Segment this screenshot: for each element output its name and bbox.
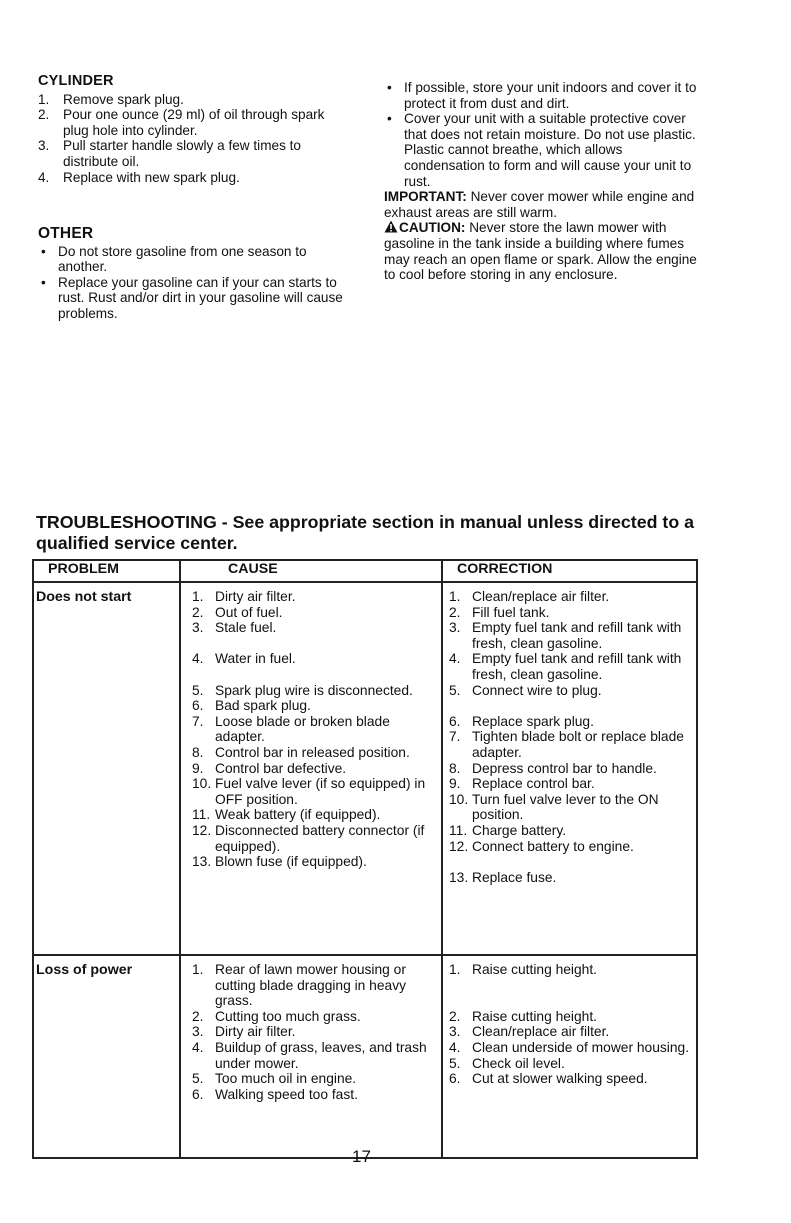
important-note: IMPORTANT: Never cover mower while engine and exhaust areas are still warm.	[384, 189, 695, 220]
list-item: 1. Rear of lawn mower housing or cutting blade dragging in heavy grass.	[192, 962, 406, 1009]
list-item: 10. Fuel valve lever (if so equipped) in OFF position.	[192, 776, 426, 807]
storage-notes	[384, 80, 702, 283]
list-item: 1. Remove spark plug.	[38, 91, 184, 107]
list-item: 11. Charge battery.	[449, 822, 567, 838]
other-section	[38, 226, 348, 322]
problem-label: Does not start	[36, 589, 132, 605]
list-item: • If possible, store your unit indoors and cover it to protect it from dust and dirt.	[387, 80, 697, 111]
header-cause: CAUSE	[228, 561, 278, 577]
list-item: 5. Connect wire to plug.	[449, 682, 602, 698]
caution-label: CAUTION:	[399, 220, 466, 236]
table-row	[36, 589, 176, 606]
list-item: 3. Pull starter handle slowly a few times to distribute oil.	[38, 138, 301, 169]
bullet-icon: •	[41, 274, 46, 290]
list-item: 10. Turn fuel valve lever to the ON position.	[449, 791, 659, 823]
problem-label: Loss of power	[36, 962, 133, 978]
header-problem: PROBLEM	[48, 561, 119, 577]
list-item: 9. Control bar defective.	[192, 760, 347, 776]
list-item: 12. Disconnected battery connector (if equipped).	[192, 822, 425, 854]
list-item: 1. Raise cutting height.	[449, 962, 598, 977]
cylinder-section	[38, 74, 348, 185]
list-item: 4. Empty fuel tank and refill tank with fresh, clean gasoline.	[449, 651, 682, 682]
bullet-icon: •	[41, 243, 46, 259]
list-item: 5. Too much oil in engine.	[192, 1071, 357, 1087]
list-item: 7. Loose blade or broken blade adapter.	[192, 713, 390, 745]
list-item: 8. Depress control bar to handle.	[449, 760, 657, 776]
list-item: 5. Check oil level.	[449, 1055, 565, 1071]
table-border	[32, 559, 34, 1159]
cause-list	[192, 589, 438, 870]
list-item: 9. Replace control bar.	[449, 776, 595, 792]
other-bullets	[38, 244, 348, 322]
list-item: 3. Dirty air filter.	[192, 1024, 296, 1040]
list-item: 2. Out of fuel.	[192, 604, 283, 620]
cause-list	[192, 962, 438, 1102]
list-item: 6. Bad spark plug.	[192, 698, 311, 714]
list-item: • Cover your unit with a suitable protective cover that does not retain moisture. Do not use plastic. Plastic cannot breathe, which allows condensation to form and will cause your unit to rust.	[387, 111, 696, 189]
list-item: 1. Dirty air filter.	[192, 589, 296, 604]
list-item: 3. Clean/replace air filter.	[449, 1024, 610, 1040]
list-item: 1. Clean/replace air filter.	[449, 589, 610, 604]
list-item: 4. Water in fuel.	[192, 651, 296, 667]
list-item: 4. Buildup of grass, leaves, and trash under mower.	[192, 1039, 427, 1071]
table-divider	[441, 559, 443, 1159]
list-item: 3. Empty fuel tank and refill tank with fresh, clean gasoline.	[449, 620, 682, 651]
list-item: 2. Raise cutting height.	[449, 1008, 598, 1024]
list-item: 2. Fill fuel tank.	[449, 604, 550, 620]
table-divider	[32, 581, 698, 583]
important-label: IMPORTANT:	[384, 189, 467, 205]
caution-note: CAUTION: Never store the lawn mower with gasoline in the tank inside a building where fumes may reach an open flame or spark. Allow the engine to cool before storing in any enclosure.	[384, 220, 697, 283]
list-item: • Do not store gasoline from one season to another.	[41, 243, 307, 275]
list-item: 2. Cutting too much grass.	[192, 1008, 361, 1024]
cylinder-heading: CYLINDER	[38, 73, 114, 89]
bullet-icon: •	[387, 111, 392, 127]
table-row	[36, 962, 176, 979]
list-item: 4. Clean underside of mower housing.	[449, 1039, 690, 1055]
cylinder-steps	[38, 92, 348, 186]
table-divider	[32, 954, 698, 956]
storage-bullets	[384, 80, 702, 189]
list-item: 4. Replace with new spark plug.	[38, 169, 240, 185]
list-item: 3. Stale fuel.	[192, 620, 277, 636]
bullet-icon: •	[387, 80, 392, 95]
list-item: 11. Weak battery (if equipped).	[192, 807, 381, 823]
list-item: 2. Pour one ounce (29 ml) of oil through spark plug hole into cylinder.	[38, 107, 325, 138]
other-heading: OTHER	[38, 225, 94, 242]
table-border	[32, 559, 698, 561]
list-item: • Replace your gasoline can if your can starts to rust. Rust and/or dirt in your gasoline will cause problems.	[41, 274, 343, 321]
list-item: 6. Cut at slower walking speed.	[449, 1071, 648, 1087]
warning-triangle-icon	[384, 220, 398, 233]
troubleshooting-heading: TROUBLESHOOTING - See appropriate section in manual unless directed to a qualified service center.	[36, 512, 695, 553]
header-correction: CORRECTION	[457, 561, 553, 577]
troubleshooting-table	[32, 559, 698, 1159]
list-item: 12. Connect battery to engine.	[449, 838, 634, 854]
page-number: 17	[352, 1147, 371, 1166]
table-divider	[179, 559, 181, 1159]
list-item: 7. Tighten blade bolt or replace blade adapter.	[449, 729, 684, 760]
correction-list	[449, 589, 697, 885]
list-item: 13. Replace fuse.	[449, 869, 557, 885]
correction-list	[449, 962, 697, 1087]
list-item: 6. Walking speed too fast.	[192, 1086, 358, 1102]
list-item: 8. Control bar in released position.	[192, 744, 410, 760]
list-item: 5. Spark plug wire is disconnected.	[192, 682, 413, 698]
list-item: 13. Blown fuse (if equipped).	[192, 854, 367, 870]
list-item: 6. Replace spark plug.	[449, 713, 594, 729]
